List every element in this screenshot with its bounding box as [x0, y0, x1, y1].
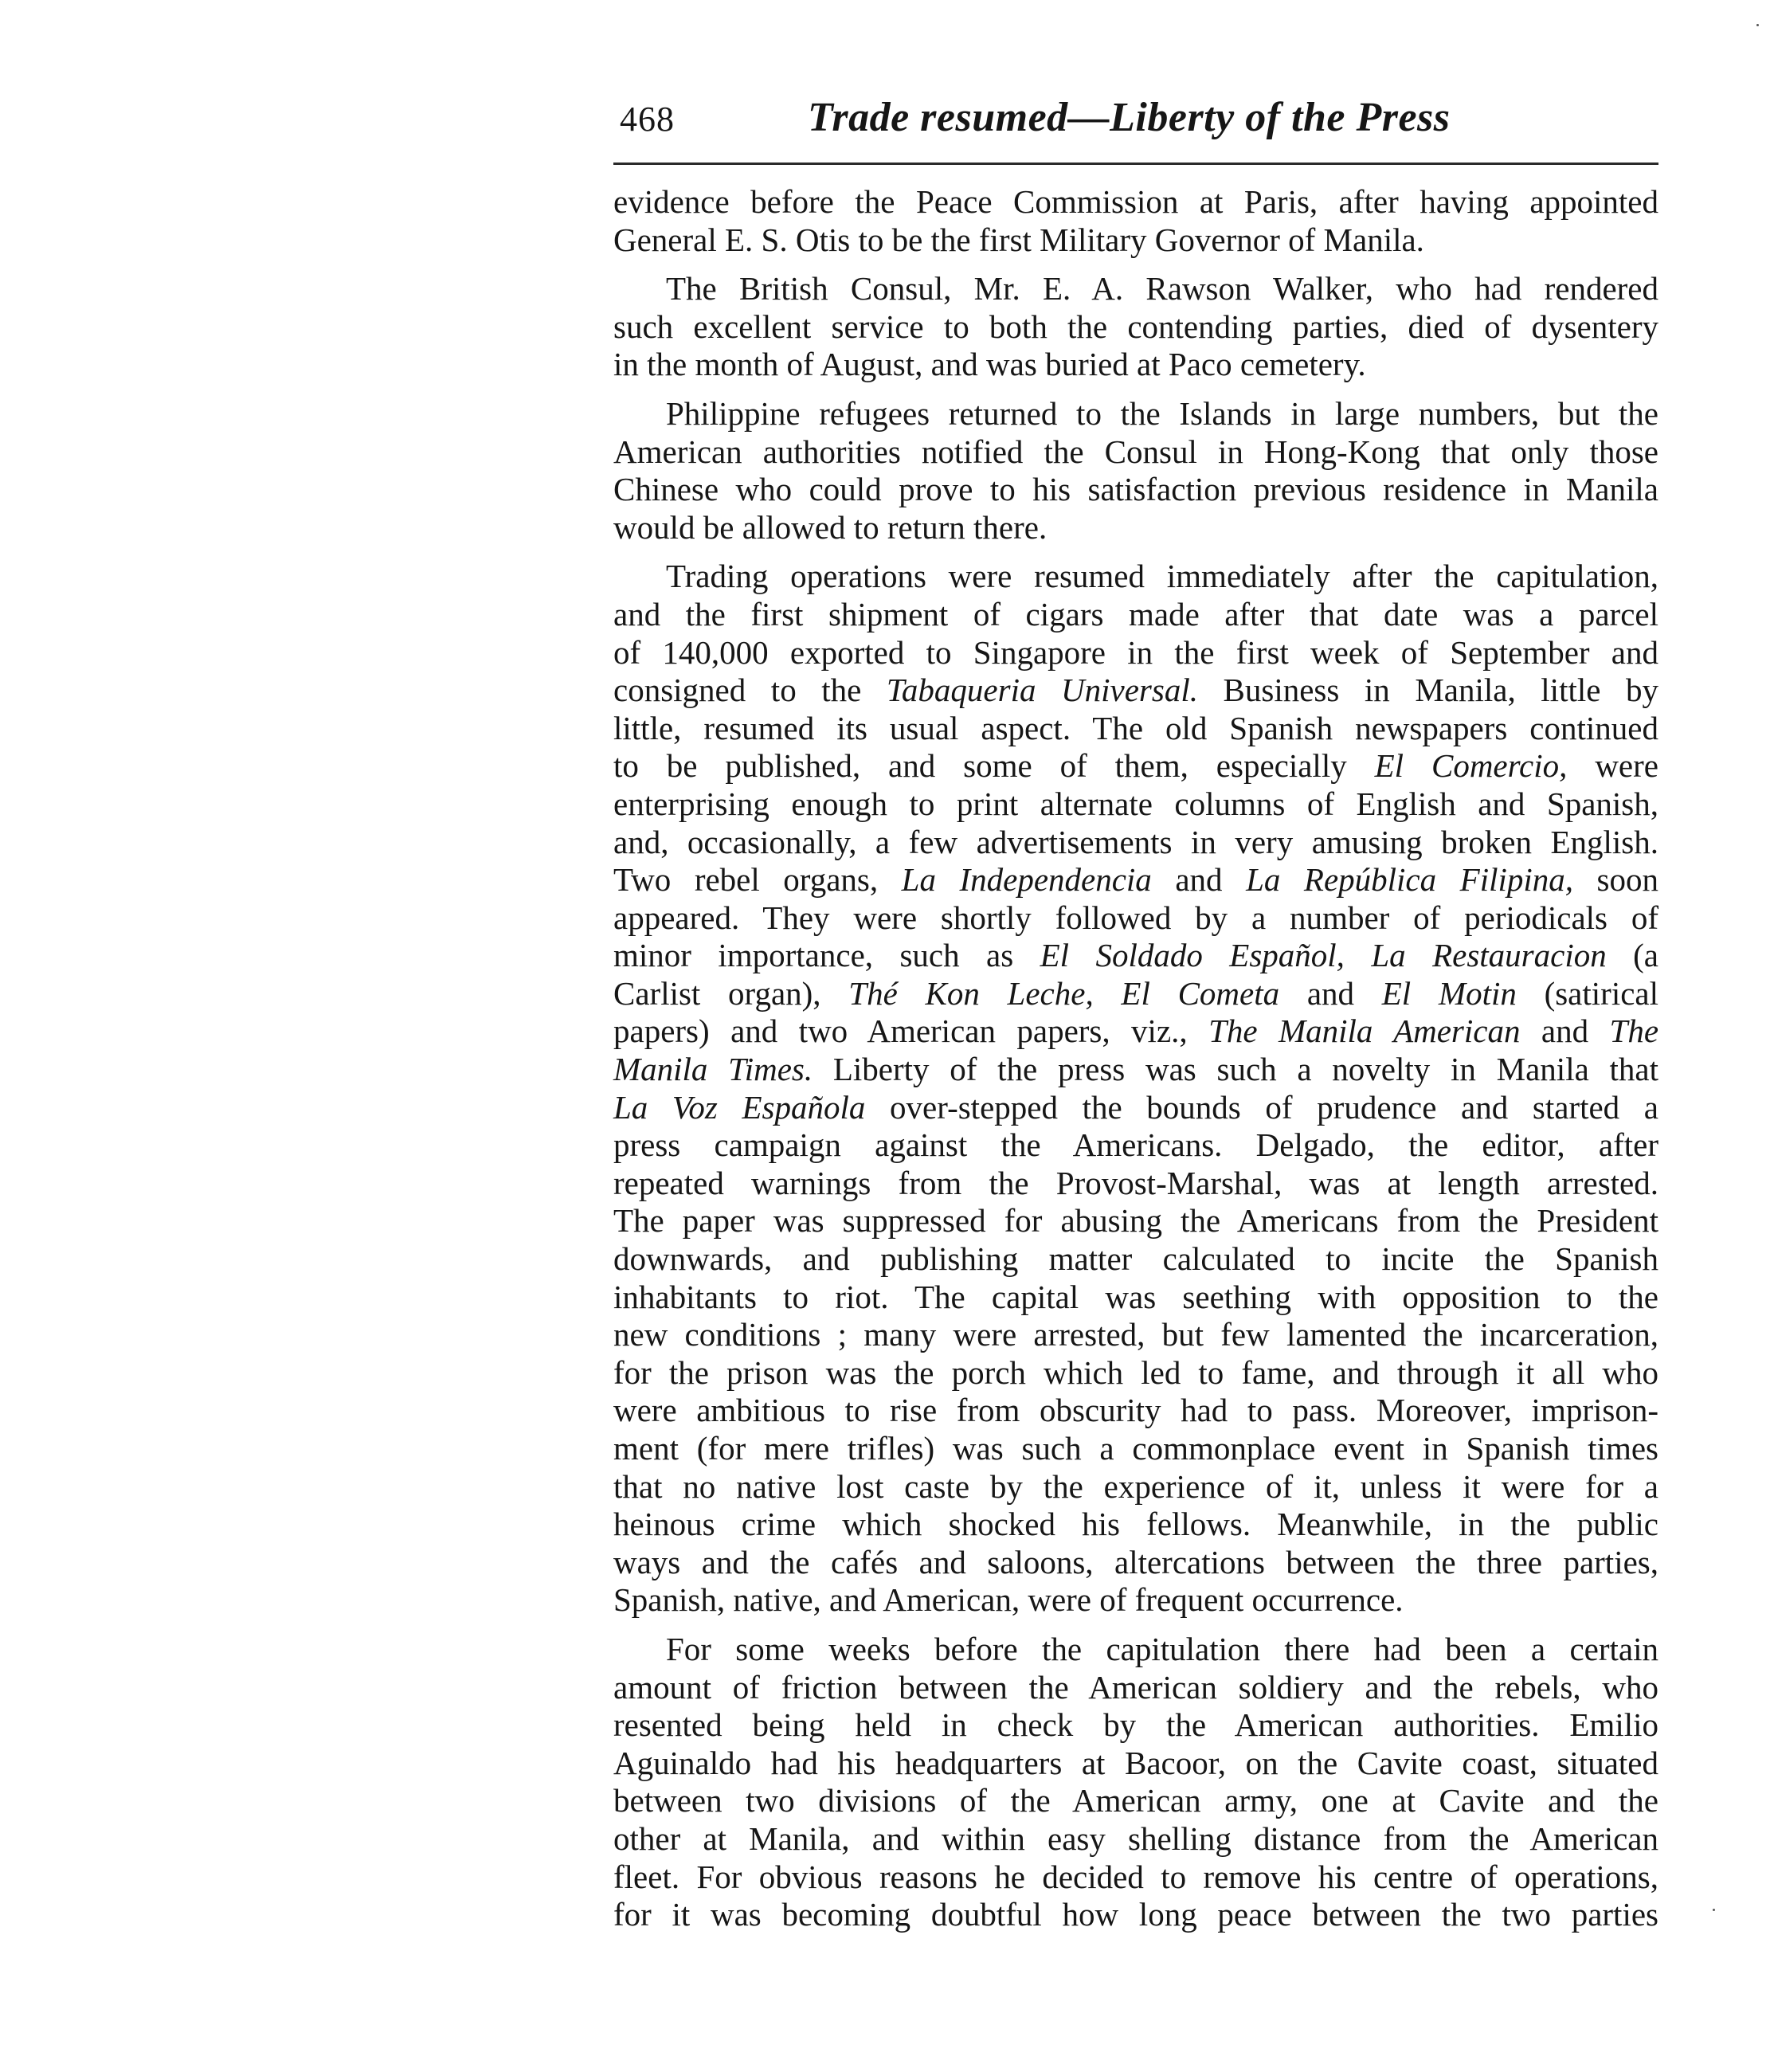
- text-run: new conditions ; many were arrested, but few lamented the incarceration,: [613, 1316, 1658, 1353]
- text-run: that no native lost caste by the experience of it, unless it were for a: [613, 1467, 1658, 1505]
- text-run: downwards, and publishing matter calculated to incite the Spanish: [613, 1240, 1658, 1278]
- text-run: soon: [1573, 861, 1659, 899]
- text-line: [613, 1706, 1658, 1745]
- text-run: enterprising enough to print alternate columns of English and Spanish,: [613, 785, 1658, 822]
- italic-title: Manila Times.: [613, 1051, 813, 1088]
- text-run: ment (for mere trifles) was such a commonplace event in Spanish times: [613, 1430, 1658, 1467]
- text-line: [613, 975, 1658, 1013]
- text-line: [613, 346, 1658, 384]
- text-run: For some weeks before the capitulation there had been a certain: [666, 1630, 1658, 1667]
- text-line: [613, 1430, 1658, 1468]
- text-run: press campaign against the Americans. Delgado, the editor, after: [613, 1126, 1658, 1164]
- text-line: [613, 1202, 1658, 1240]
- paragraph: [613, 395, 1658, 546]
- text-run: Two rebel organs,: [613, 861, 902, 899]
- text-run: consigned to the: [613, 672, 887, 709]
- text-run: minor importance, such as: [613, 937, 1040, 974]
- paragraph: [613, 1631, 1658, 1934]
- text-run: (satirical: [1516, 974, 1658, 1012]
- italic-title: La Voz Española: [613, 1088, 866, 1126]
- text-line: [613, 1392, 1658, 1430]
- text-run: (a: [1606, 937, 1658, 974]
- text-run: were ambitious to rise from obscurity had to pass. Moreover, imprison-: [613, 1392, 1658, 1429]
- italic-title: El Motin: [1381, 974, 1517, 1012]
- text-run: Carlist organ),: [613, 974, 849, 1012]
- text-run: for it was becoming doubtful how long peace between the two parties: [613, 1896, 1658, 1933]
- text-run: and: [1151, 861, 1247, 899]
- text-run: appeared. They were shortly followed by a number of periodicals of: [613, 899, 1658, 936]
- text-line: [613, 1240, 1658, 1279]
- text-line: [613, 634, 1658, 672]
- text-run: such excellent service to both the contending parties, died of dysentery: [613, 307, 1658, 345]
- paragraph: [613, 558, 1658, 1620]
- text-run: The British Consul, Mr. E. A. Rawson Walker, who had rendered: [666, 270, 1658, 307]
- italic-title: Thé Kon Leche, El Cometa: [848, 974, 1280, 1012]
- italic-title: The Manila American: [1208, 1012, 1521, 1050]
- text-run: and: [1279, 974, 1382, 1012]
- text-run: Trading operations were resumed immediately after the capitulation,: [666, 558, 1658, 595]
- text-run: The paper was suppressed for abusing the Americans from the President: [613, 1202, 1658, 1240]
- italic-title: El Soldado Español, La Restauracion: [1040, 937, 1607, 974]
- text-run: inhabitants to riot. The capital was seething with opposition to the: [613, 1278, 1658, 1315]
- text-run: between two divisions of the American army, one at Cavite and the: [613, 1782, 1658, 1819]
- text-line: [613, 899, 1658, 938]
- text-line: [613, 1544, 1658, 1582]
- text-run: for the prison was the porch which led to fame, and through it all who: [613, 1353, 1658, 1391]
- text-line: [613, 395, 1658, 433]
- running-title: Trade resumed—Liberty of the Press: [808, 95, 1451, 140]
- text-run: of 140,000 exported to Singapore in the first week of September and: [613, 633, 1658, 671]
- text-line: [613, 1820, 1658, 1859]
- text-line: [613, 710, 1658, 748]
- text-run: over-stepped the bounds of prudence and started a: [865, 1088, 1658, 1126]
- text-run: and, occasionally, a few advertisements in very amusing broken English.: [613, 823, 1658, 860]
- text-line: [613, 1782, 1658, 1820]
- text-line: [613, 596, 1658, 634]
- text-line: [613, 1051, 1658, 1089]
- text-line: [613, 1126, 1658, 1165]
- scan-speck: [1756, 24, 1759, 26]
- text-line: [613, 270, 1658, 308]
- italic-title: La Independencia: [901, 861, 1152, 899]
- text-line: [613, 1506, 1658, 1544]
- text-run: Spanish, native, and American, were of frequent occurrence.: [613, 1581, 1404, 1619]
- text-line: [613, 1089, 1658, 1127]
- body-text: [613, 183, 1658, 1945]
- text-line: [613, 1354, 1658, 1392]
- text-line: [613, 672, 1658, 710]
- running-head: [613, 94, 1658, 156]
- paragraph: [613, 270, 1658, 384]
- text-run: to be published, and some of them, especially: [613, 747, 1375, 785]
- italic-title: La República Filipina,: [1246, 861, 1574, 899]
- scan-speck: [1713, 1909, 1715, 1911]
- text-run: would be allowed to return there.: [613, 508, 1048, 546]
- text-run: and the first shipment of cigars made after that date was a parcel: [613, 595, 1658, 633]
- text-line: [613, 824, 1658, 862]
- text-line: [613, 937, 1658, 975]
- text-run: heinous crime which shocked his fellows. Meanwhile, in the public: [613, 1506, 1658, 1543]
- text-line: [613, 183, 1658, 221]
- text-line: [613, 433, 1658, 472]
- text-line: [613, 861, 1658, 899]
- text-line: [613, 1279, 1658, 1317]
- text-line: [613, 308, 1658, 347]
- text-run: ways and the cafés and saloons, altercations between the three parties,: [613, 1543, 1658, 1580]
- text-line: [613, 558, 1658, 596]
- page-number: 468: [620, 100, 675, 139]
- text-line: [613, 471, 1658, 509]
- text-run: little, resumed its usual aspect. The old Spanish newspapers continued: [613, 709, 1658, 746]
- text-run: Chinese who could prove to his satisfaction previous residence in Manila: [613, 471, 1658, 508]
- text-run: and: [1520, 1012, 1610, 1050]
- text-run: evidence before the Peace Commission at Paris, after having appointed: [613, 183, 1658, 220]
- text-run: papers) and two American papers, viz.,: [613, 1012, 1209, 1050]
- text-line: [613, 1012, 1658, 1051]
- text-run: amount of friction between the American soldiery and the rebels, who: [613, 1668, 1658, 1706]
- text-line: [613, 785, 1658, 824]
- italic-title: The: [1609, 1012, 1659, 1050]
- text-line: [613, 1669, 1658, 1707]
- text-run: Philippine refugees returned to the Islands in large numbers, but the: [666, 394, 1658, 432]
- text-line: [613, 1468, 1658, 1506]
- text-line: [613, 1165, 1658, 1203]
- text-line: [613, 221, 1658, 260]
- text-run: Business in Manila, little by: [1197, 672, 1658, 709]
- paragraph: [613, 183, 1658, 259]
- text-run: resented being held in check by the American authorities. Emilio: [613, 1706, 1658, 1744]
- text-run: Liberty of the press was such a novelty in Manila that: [813, 1051, 1658, 1088]
- text-line: [613, 1745, 1658, 1783]
- text-line: [613, 1581, 1658, 1620]
- header-rule: [613, 163, 1658, 165]
- text-line: [613, 1631, 1658, 1669]
- text-run: repeated warnings from the Provost-Marshal, was at length arrested.: [613, 1164, 1658, 1201]
- text-line: [613, 747, 1658, 785]
- text-run: were: [1567, 747, 1658, 785]
- text-run: fleet. For obvious reasons he decided to remove his centre of operations,: [613, 1858, 1658, 1895]
- text-line: [613, 1896, 1658, 1934]
- text-line: [613, 509, 1658, 547]
- text-run: Aguinaldo had his headquarters at Bacoor, on the Cavite coast, situated: [613, 1744, 1658, 1781]
- text-line: [613, 1859, 1658, 1897]
- text-run: General E. S. Otis to be the first Military Governor of Manila.: [613, 221, 1424, 258]
- italic-title: Tabaqueria Universal.: [886, 672, 1198, 709]
- italic-title: El Comercio,: [1374, 747, 1568, 785]
- text-run: in the month of August, and was buried at Paco cemetery.: [613, 346, 1366, 383]
- text-run: other at Manila, and within easy shelling distance from the American: [613, 1819, 1658, 1857]
- book-page: [613, 94, 1659, 1933]
- text-line: [613, 1316, 1658, 1354]
- text-run: American authorities notified the Consul in Hong-Kong that only those: [613, 433, 1658, 470]
